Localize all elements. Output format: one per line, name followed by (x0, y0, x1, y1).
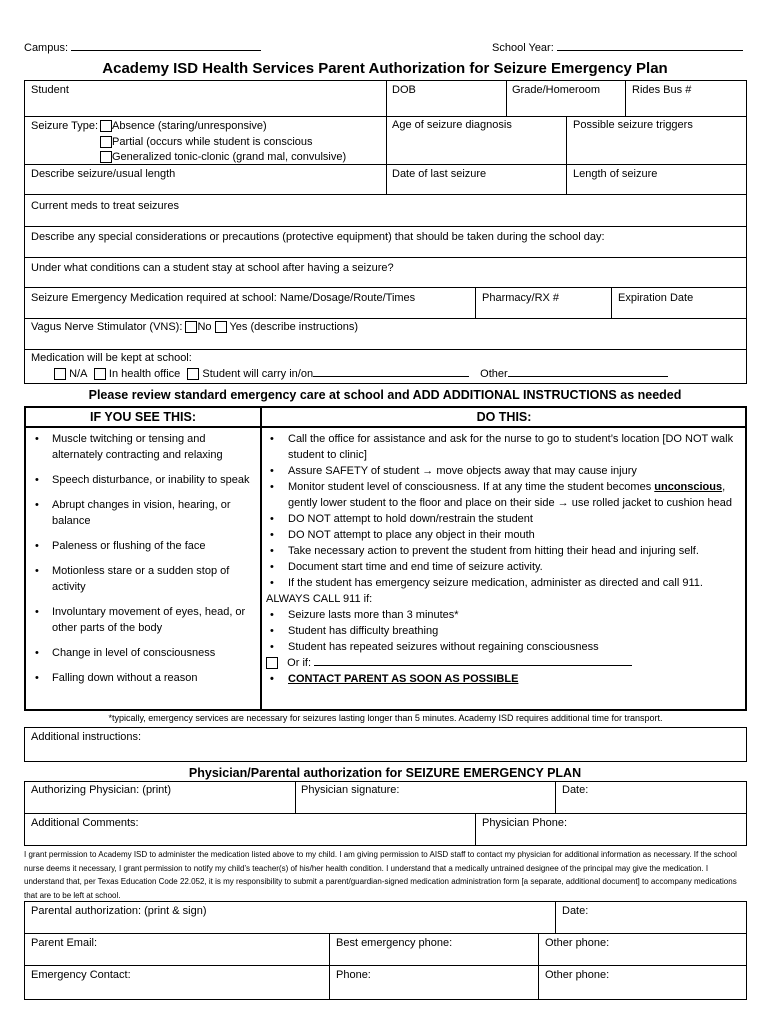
action-item: • Call the office for assistance and ask for the nurse to go to student’s location [DO NOT walk student to clinic] (264, 431, 742, 463)
unconscious-emphasis: unconscious (654, 481, 723, 493)
symptom-item: • Involuntary movement of eyes, head, or other parts of the body (26, 604, 254, 636)
or-if-row: Or if: (264, 655, 742, 671)
checkbox-partial[interactable] (100, 136, 112, 148)
best-phone-field[interactable]: Best emergency phone: (336, 937, 453, 949)
seizure-type-absence[interactable]: Absence (staring/unresponsive) (100, 119, 346, 135)
authorizing-physician-field[interactable]: Authorizing Physician: (print) (31, 784, 172, 796)
seizure-type-partial[interactable]: Partial (occurs while student is conscious (100, 135, 346, 151)
action-item: • DO NOT attempt to hold down/restrain the student (264, 511, 742, 527)
vns-label: Vagus Nerve Stimulator (VNS): (31, 321, 183, 333)
action-item: • Take necessary action to prevent the student from hitting their head and injuring self. (264, 543, 742, 559)
if-you-see-header: IF YOU SEE THIS: (89, 410, 197, 424)
describe-seizure-field[interactable]: Describe seizure/usual length (31, 168, 176, 180)
age-diagnosis-field[interactable]: Age of seizure diagnosis (392, 119, 512, 131)
campus-label: Campus: (24, 42, 69, 54)
symptom-item: • Change in level of consciousness (26, 645, 254, 661)
physician-phone-field[interactable]: Physician Phone: (482, 817, 567, 829)
seizure-type-options (100, 119, 346, 166)
length-seizure-field[interactable]: Length of seizure (573, 168, 658, 180)
checkbox-student-carry[interactable] (187, 368, 199, 380)
checkbox-health-office[interactable] (94, 368, 106, 380)
med-kept-options (54, 368, 668, 380)
vns-no-label: No (197, 321, 212, 333)
vns-yes-label: Yes (describe instructions) (229, 321, 359, 333)
symptom-item: • Motionless stare or a sudden stop of activity (26, 563, 254, 595)
action-item: • DO NOT attempt to place any object in their mouth (264, 527, 742, 543)
conditions-field[interactable]: Under what conditions can a student stay at school after having a seizure? (31, 262, 394, 274)
symptom-item: • Speech disturbance, or inability to speak (26, 472, 254, 488)
vns-row (31, 321, 358, 333)
action-item: • Assure SAFETY of student → move objects away that may cause injury (264, 463, 742, 479)
action-list (264, 431, 742, 687)
or-if-line[interactable] (314, 657, 632, 666)
additional-instructions-label: Additional instructions: (31, 731, 142, 743)
campus-line (71, 41, 261, 51)
date-last-seizure-field[interactable]: Date of last seizure (392, 168, 487, 180)
call-911-item: • Student has repeated seizures without regaining consciousness (264, 639, 742, 655)
current-meds-field[interactable]: Current meds to treat seizures (31, 200, 179, 212)
checkbox-absence[interactable] (100, 120, 112, 132)
consent-text: I grant permission to Academy ISD to administer the medication listed above to my child. I am giving permission to AISD staff to contact my physician for additional information as necessary. If the school nurse deems it necessary, I grant permission to notify my child’s teacher(s) of his/her health condition. I understand that a medically untrained designee of the principal may give the medication. I understand that, per Texas Education Code 22.052, it is my responsibility to submit a parent/guardian-signed medication administration form [a separate, additional document] to accompany medications that are to be left at school. (24, 850, 737, 900)
checkbox-or-if[interactable] (266, 657, 278, 669)
student-field[interactable]: Student (31, 84, 69, 96)
other-phone-field-1[interactable]: Other phone: (545, 937, 610, 949)
always-call-label: ALWAYS CALL 911 if: (266, 593, 373, 605)
do-this-header: DO THIS: (476, 410, 532, 424)
parent-date-field[interactable]: Date: (562, 905, 589, 917)
physician-signature-field[interactable]: Physician signature: (301, 784, 400, 796)
other-line[interactable] (508, 368, 668, 377)
call-911-item: • Student has difficulty breathing (264, 623, 742, 639)
dob-field[interactable]: DOB (392, 84, 416, 96)
med-kept-label: Medication will be kept at school: (31, 352, 192, 364)
checkbox-generalized[interactable] (100, 151, 112, 163)
action-item: • If the student has emergency seizure medication, administer as directed and call 911. (264, 575, 742, 591)
symptom-item: • Muscle twitching or tensing and alternately contracting and relaxing (26, 431, 254, 463)
school-year-label: School Year: (492, 42, 554, 54)
symptom-item: • Paleness or flushing of the face (26, 538, 254, 554)
seizure-type-label: Seizure Type: (31, 120, 99, 132)
contact-phone-field[interactable]: Phone: (336, 969, 371, 981)
other-phone-field-2[interactable]: Other phone: (545, 969, 610, 981)
checkbox-na[interactable] (54, 368, 66, 380)
emergency-medication-field[interactable]: Seizure Emergency Medication required at school: Name/Dosage/Route/Times (31, 292, 416, 304)
symptom-item: • Falling down without a reason (26, 670, 254, 686)
contact-parent-item: • CONTACT PARENT AS SOON AS POSSIBLE (264, 671, 742, 687)
rides-bus-field[interactable]: Rides Bus # (632, 84, 692, 96)
parent-email-field[interactable]: Parent Email: (31, 937, 98, 949)
special-considerations-field[interactable]: Describe any special considerations or precautions (protective equipment) that should be taken during the school day: (31, 231, 605, 243)
seizure-type-generalized[interactable]: Generalized tonic-clonic (grand mal, convulsive) (100, 150, 346, 166)
action-item: • Monitor student level of consciousness. If at any time the student becomes unconscious, gently lower student to the floor and place on their side → use rolled jacket to cushion head (264, 479, 742, 511)
student-carry-line[interactable] (313, 368, 469, 377)
call-911-item: • Seizure lasts more than 3 minutes* (264, 607, 742, 623)
page-title: Academy ISD Health Services Parent Authorization for Seizure Emergency Plan (102, 60, 668, 77)
review-heading: Please review standard emergency care at school and ADD ADDITIONAL INSTRUCTIONS as needed (88, 388, 682, 402)
physician-date-field[interactable]: Date: (562, 784, 589, 796)
parental-authorization-field[interactable]: Parental authorization: (print & sign) (31, 905, 207, 917)
additional-comments-field[interactable]: Additional Comments: (31, 817, 139, 829)
school-year-field[interactable] (492, 41, 743, 54)
checkbox-vns-no[interactable] (185, 321, 197, 333)
checkbox-vns-yes[interactable] (215, 321, 227, 333)
pharmacy-field[interactable]: Pharmacy/RX # (482, 292, 560, 304)
option-na: N/A (69, 368, 87, 380)
emergency-contact-field[interactable]: Emergency Contact: (31, 969, 131, 981)
campus-field[interactable] (24, 41, 261, 54)
option-student-carry: Student will carry in/on (202, 368, 314, 380)
symptom-item: • Abrupt changes in vision, hearing, or balance (26, 497, 254, 529)
grade-field[interactable]: Grade/Homeroom (512, 84, 601, 96)
symptom-list (26, 431, 254, 686)
option-health-office: In health office (108, 368, 181, 380)
school-year-line (557, 41, 743, 51)
action-item: • Document start time and end time of seizure activity. (264, 559, 742, 575)
authorization-heading: Physician/Parental authorization for SEIZURE EMERGENCY PLAN (188, 766, 582, 780)
expiration-field[interactable]: Expiration Date (618, 292, 694, 304)
footnote: *typically, emergency services are necessary for seizures lasting longer than 5 minutes. Academy ISD requires additional time for transport. (108, 713, 663, 723)
option-other: Other (480, 368, 508, 380)
triggers-field[interactable]: Possible seizure triggers (573, 119, 693, 131)
